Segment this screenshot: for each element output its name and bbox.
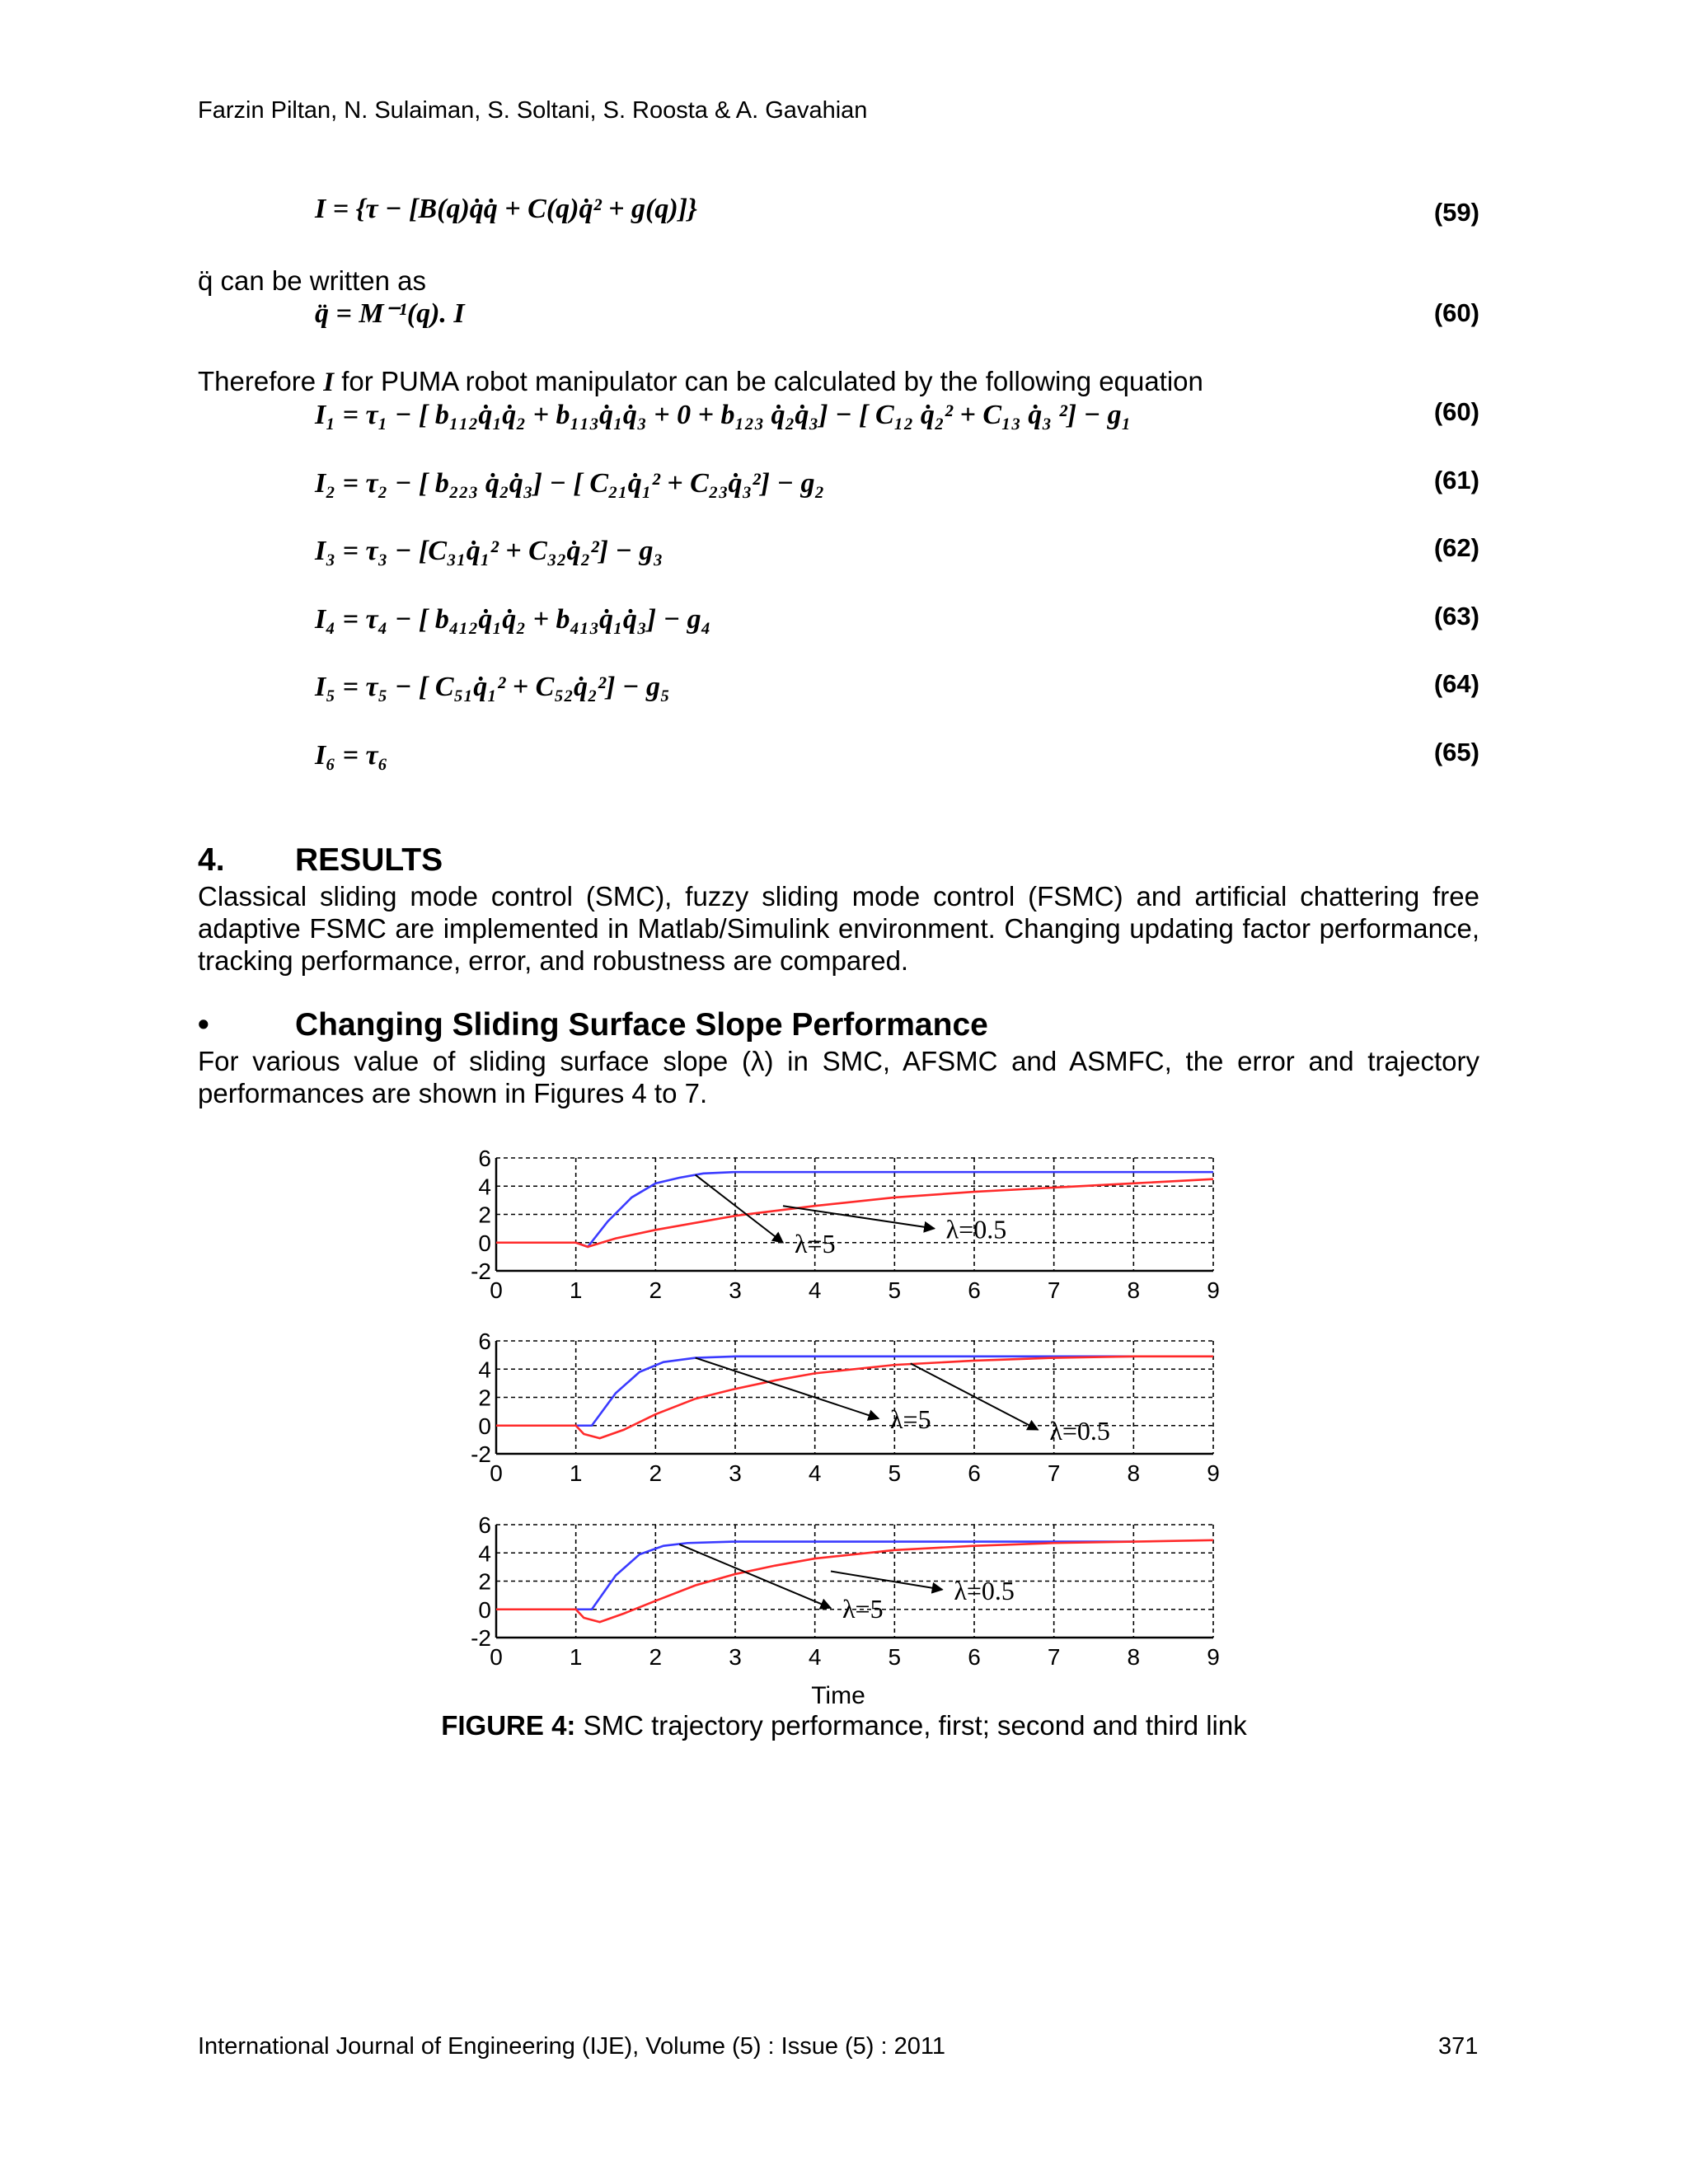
x-axis-label: Time	[811, 1682, 865, 1709]
x-tick-label: 9	[1207, 1644, 1220, 1670]
equation-number: (60)	[1433, 298, 1479, 327]
x-tick-label: 0	[490, 1277, 503, 1303]
equation-62: I₃ = τ₃ − [C₃₁q̇₁² + C₃₂q̇₂²] − g₃	[315, 536, 663, 566]
y-tick-label: 2	[478, 1202, 491, 1228]
x-tick-label: 8	[1127, 1460, 1141, 1486]
figure-4-chart	[457, 1150, 1240, 1710]
subsection-title: Changing Sliding Surface Slope Performance	[295, 1007, 988, 1043]
page-number: 371	[1438, 2033, 1479, 2060]
y-tick-label: 0	[478, 1230, 491, 1256]
y-tick-label: 6	[478, 1329, 491, 1354]
x-tick-label: 7	[1047, 1277, 1061, 1303]
equation-number: (60)	[1433, 397, 1479, 426]
annotation-label: λ=0.5	[1049, 1415, 1110, 1446]
y-tick-label: 0	[478, 1413, 491, 1439]
annotation-arrow	[679, 1544, 831, 1608]
y-tick-label: -2	[471, 1441, 491, 1467]
equation-59: I = {τ − [B(q)q̇q̇ + C(q)q̇² + g(q)]}	[315, 194, 697, 224]
y-tick-label: -2	[471, 1625, 491, 1651]
x-tick-label: 5	[888, 1644, 902, 1670]
x-tick-label: 6	[968, 1460, 981, 1486]
equation-number: (62)	[1433, 533, 1479, 562]
equation-61: I₂ = τ₂ − [ b₂₂₃ q̇₂q̇₃] − [ C₂₁q̇₁² + C₂₃q̇₃²] − g₂	[315, 468, 825, 499]
annotation-label: λ=0.5	[954, 1575, 1015, 1605]
equation-64: I₅ = τ₅ − [ C₅₁q̇₁² + C₅₂q̇₂²] − g₅	[315, 672, 670, 702]
equation-number: (61)	[1433, 466, 1479, 494]
running-header: Farzin Piltan, N. Sulaiman, S. Soltani, S. Roosta & A. Gavahian	[198, 97, 868, 124]
x-tick-label: 1	[569, 1644, 583, 1670]
equation-number: (64)	[1433, 669, 1479, 698]
x-tick-label: 2	[649, 1277, 663, 1303]
x-tick-label: 4	[808, 1460, 822, 1486]
y-tick-label: 6	[478, 1512, 491, 1538]
equation-number: (59)	[1433, 198, 1479, 227]
x-tick-label: 6	[968, 1644, 981, 1670]
equation-63: I₄ = τ₄ − [ b₄₁₂q̇₁q̇₂ + b₄₁₃q̇₁q̇₃] − g₄	[315, 604, 711, 635]
y-tick-label: 6	[478, 1150, 491, 1171]
x-tick-label: 1	[569, 1460, 583, 1486]
equation-number: (65)	[1433, 738, 1479, 766]
series-line-lambda-0-5	[496, 1179, 1213, 1247]
x-tick-label: 5	[888, 1277, 902, 1303]
footer-journal: International Journal of Engineering (IJE), Volume (5) : Issue (5) : 2011	[198, 2033, 946, 2060]
body-text-qdd: q̈ can be written as	[198, 265, 426, 296]
x-tick-label: 5	[888, 1460, 902, 1486]
body-text-therefore: Therefore I for PUMA robot manipulator can be calculated by the following equation	[198, 366, 1203, 397]
bullet: •	[198, 1007, 209, 1043]
x-tick-label: 2	[649, 1460, 663, 1486]
x-tick-label: 9	[1207, 1460, 1220, 1486]
equation-60a: q̈ = M⁻¹(q). I	[315, 298, 465, 329]
annotation-label: λ=5	[842, 1594, 884, 1624]
x-tick-label: 4	[808, 1644, 822, 1670]
x-tick-label: 7	[1047, 1460, 1061, 1486]
annotation-label: λ=5	[890, 1404, 931, 1435]
x-tick-label: 8	[1127, 1644, 1141, 1670]
equation-number: (63)	[1433, 602, 1479, 630]
x-tick-label: 4	[808, 1277, 822, 1303]
y-tick-label: -2	[471, 1258, 491, 1284]
x-tick-label: 3	[729, 1277, 742, 1303]
y-tick-label: 4	[478, 1540, 491, 1567]
equation-65: I₆ = τ₆	[315, 740, 388, 771]
y-tick-label: 0	[478, 1596, 491, 1623]
x-tick-label: 1	[569, 1277, 583, 1303]
x-tick-label: 3	[729, 1644, 742, 1670]
y-tick-label: 4	[478, 1357, 491, 1383]
section-title: RESULTS	[295, 842, 443, 878]
x-tick-label: 0	[490, 1644, 503, 1670]
annotation-arrow	[783, 1206, 935, 1228]
x-tick-label: 3	[729, 1460, 742, 1486]
x-tick-label: 7	[1047, 1644, 1061, 1670]
annotation-label: λ=5	[795, 1228, 836, 1258]
series-line-lambda-5	[496, 1172, 1213, 1247]
subsection-body: For various value of sliding surface slope (λ) in SMC, AFSMC and ASMFC, the error and trajectory performances are shown in Figures 4 to 7.	[198, 1046, 1479, 1108]
annotation-arrow	[696, 1358, 879, 1419]
y-tick-label: 4	[478, 1174, 491, 1200]
annotation-arrow	[696, 1175, 783, 1243]
x-tick-label: 9	[1207, 1277, 1220, 1303]
annotation-arrow	[831, 1572, 942, 1590]
section-number: 4.	[198, 842, 225, 878]
equation-60b: I₁ = τ₁ − [ b₁₁₂q̇₁q̇₂ + b₁₁₃q̇₁q̇₃ + 0 + b₁₂₃ q̇₂q̇₃] − [ C₁₂ q̇₂² + C₁₃ q̇₃ ²] − g₁	[315, 400, 1132, 430]
section-body: Classical sliding mode control (SMC), fuzzy sliding mode control (FSMC) and artificial chattering free adaptive FSMC are implemented in Matlab/Simulink environment. Changing updating factor performance, tracking performance, error, and robustness are compared.	[198, 881, 1479, 976]
y-tick-label: 2	[478, 1568, 491, 1595]
figure-caption: FIGURE 4: SMC trajectory performance, first; second and third link	[441, 1710, 1247, 1741]
x-tick-label: 8	[1127, 1277, 1141, 1303]
x-tick-label: 0	[490, 1460, 503, 1486]
x-tick-label: 2	[649, 1644, 663, 1670]
annotation-label: λ=0.5	[945, 1214, 1007, 1244]
y-tick-label: 2	[478, 1385, 491, 1411]
x-tick-label: 6	[968, 1277, 981, 1303]
